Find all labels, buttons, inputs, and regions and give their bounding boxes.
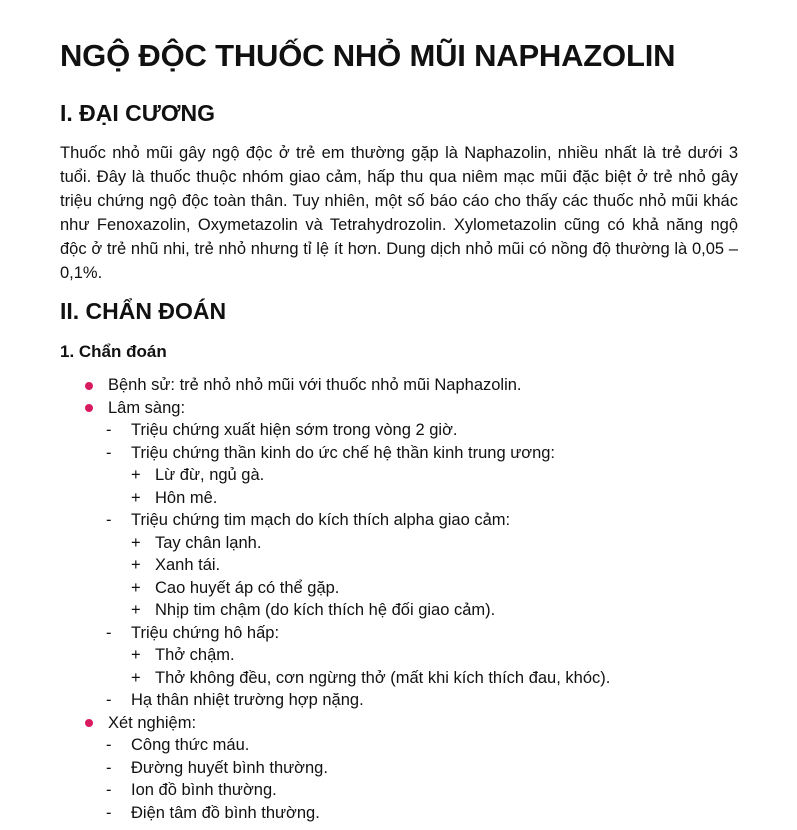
plus-marker: +	[131, 466, 141, 484]
dash-item	[0, 757, 797, 780]
dash-marker: -	[106, 511, 112, 529]
dash-item	[0, 802, 797, 825]
section-heading-chan-doan: II. CHẨN ĐOÁN	[60, 298, 227, 324]
plus-item	[0, 599, 797, 622]
list-item-text: Triệu chứng tim mạch do kích thích alpha giao cảm:	[131, 511, 511, 529]
list-item-text: Lừ đừ, ngủ gà.	[155, 466, 265, 484]
plus-item	[0, 487, 797, 510]
list-item-text: Xét nghiệm:	[108, 713, 197, 732]
dash-marker: -	[106, 443, 112, 462]
list-item-text: Lâm sàng:	[108, 398, 186, 417]
subsection-heading-chan-doan: 1. Chẩn đoán	[60, 342, 167, 361]
list-item-text: Thở chậm.	[155, 646, 235, 664]
list-item-text: Công thức máu.	[131, 736, 250, 754]
list-item-text: Ion đồ bình thường.	[131, 781, 277, 799]
list-item-text: Cao huyết áp có thể gặp.	[155, 578, 340, 597]
plus-item	[0, 667, 797, 690]
plus-marker: +	[131, 556, 141, 574]
dash-item	[0, 779, 797, 802]
bullet-dot-icon	[85, 719, 93, 727]
list-item-text: Điện tâm đồ bình thường.	[131, 803, 320, 822]
dash-item	[0, 419, 797, 442]
plus-marker: +	[131, 578, 141, 597]
plus-item	[0, 532, 797, 555]
intro-paragraph: Thuốc nhỏ mũi gây ngộ độc ở trẻ em thường gặp là Naphazolin, nhiều nhất là trẻ dưới 3 tuổi. Đây là thuốc thuộc nhóm giao cảm, hấp thu qua niêm mạc mũi đặc biệt ở trẻ nhỏ gây triệu chứng ngộ độc toàn thân. Tuy nhiên, một số báo cáo cho thấy các thuốc nhỏ mũi khác như Fenoxazolin, Oxymetazolin và Tetrahydrozolin. Xylometazolin cũng có khả năng ngộ độc ở trẻ nhũ nhi, trẻ nhỏ nhưng tỉ lệ ít hơn. Dung dịch nhỏ mũi có nồng độ thường là 0,05 – 0,1%.	[60, 144, 738, 282]
bullet-dot-icon	[85, 382, 93, 390]
dash-item	[0, 509, 797, 532]
plus-marker: +	[131, 601, 141, 619]
list-item-text: Triệu chứng hô hấp:	[131, 623, 280, 642]
section-heading-dai-cuong: I. ĐẠI CƯƠNG	[60, 100, 215, 126]
list-item-text: Tay chân lạnh.	[155, 533, 262, 552]
dash-marker: -	[106, 691, 112, 709]
dash-marker: -	[106, 803, 112, 822]
diagnosis-list	[0, 374, 797, 824]
plus-marker: +	[131, 533, 141, 552]
bullet-dot-icon	[85, 404, 93, 412]
dash-marker: -	[106, 623, 112, 642]
bullet-item	[0, 374, 797, 397]
list-item-text: Triệu chứng xuất hiện sớm trong vòng 2 giờ.	[131, 421, 458, 439]
document-title: NGỘ ĐỘC THUỐC NHỎ MŨI NAPHAZOLIN	[60, 38, 676, 73]
plus-marker: +	[131, 488, 141, 507]
plus-item	[0, 577, 797, 600]
plus-item	[0, 644, 797, 667]
list-item-text: Hôn mê.	[155, 488, 218, 507]
plus-item	[0, 464, 797, 487]
list-item-text: Bệnh sử: trẻ nhỏ nhỏ mũi với thuốc nhỏ mũi Naphazolin.	[108, 376, 522, 394]
dash-item	[0, 442, 797, 465]
list-item-text: Đường huyết bình thường.	[131, 758, 328, 777]
dash-item	[0, 734, 797, 757]
dash-item	[0, 689, 797, 712]
plus-marker: +	[131, 646, 141, 664]
list-item-text: Thở không đều, cơn ngừng thở (mất khi kích thích đau, khóc).	[155, 668, 611, 687]
dash-marker: -	[106, 781, 112, 799]
dash-marker: -	[106, 758, 112, 777]
dash-item	[0, 622, 797, 645]
list-item-text: Nhịp tim chậm (do kích thích hệ đối giao cảm).	[155, 601, 496, 619]
bullet-item	[0, 397, 797, 420]
list-item-text: Hạ thân nhiệt trường hợp nặng.	[131, 691, 364, 709]
list-item-text: Xanh tái.	[155, 556, 221, 574]
plus-item	[0, 554, 797, 577]
bullet-item	[0, 712, 797, 735]
plus-marker: +	[131, 668, 141, 687]
dash-marker: -	[106, 736, 112, 754]
dash-marker: -	[106, 421, 112, 439]
list-item-text: Triệu chứng thần kinh do ức chế hệ thần kinh trung ương:	[131, 443, 556, 462]
